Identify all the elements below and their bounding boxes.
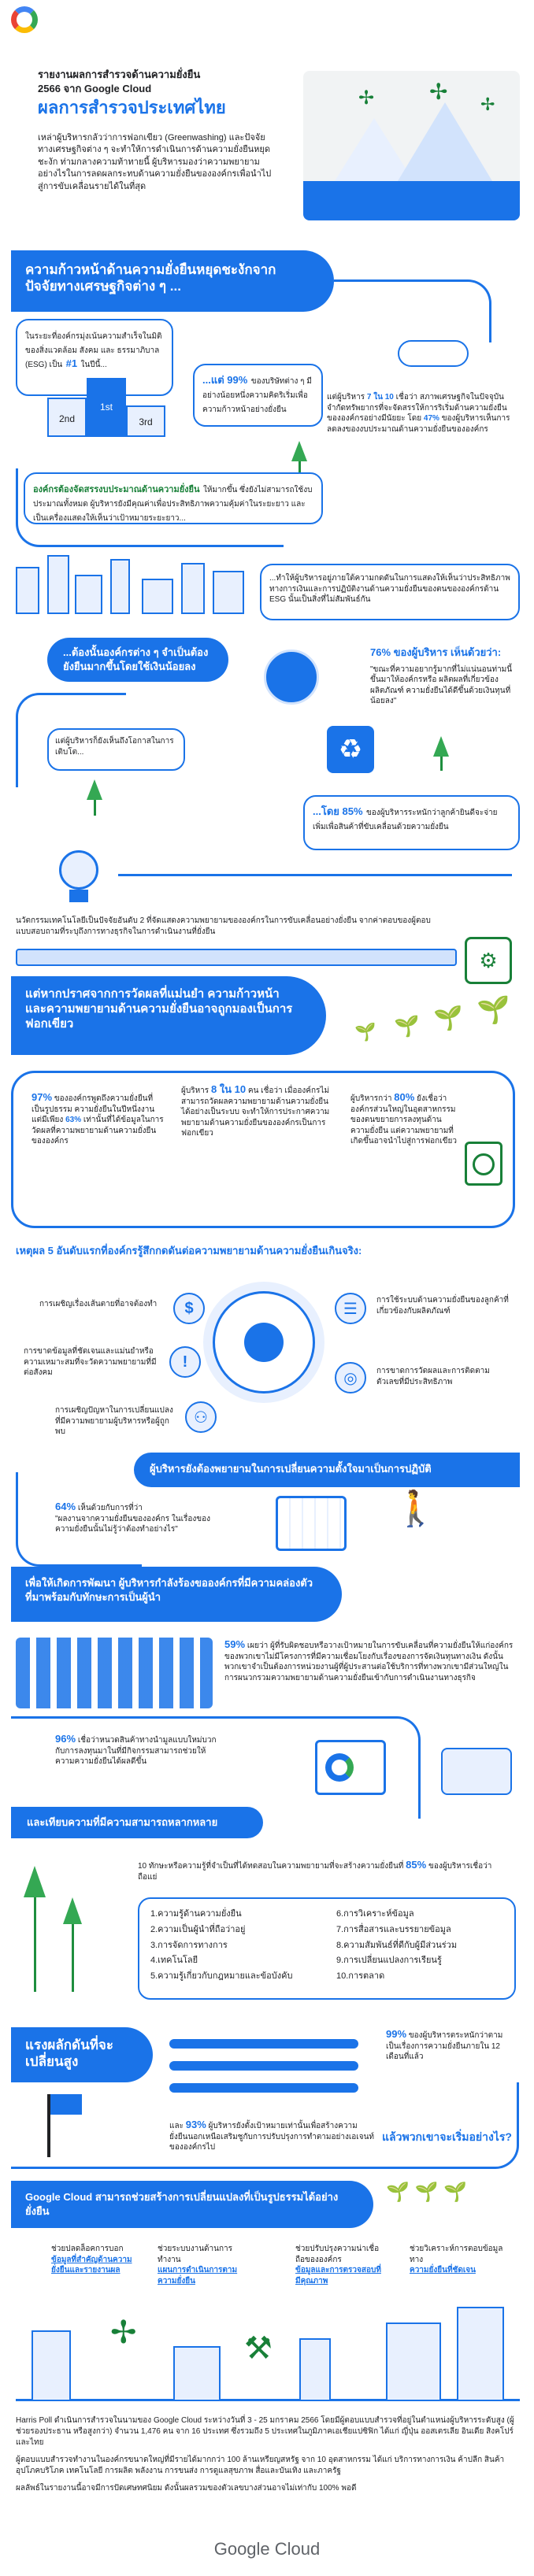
stat-96-text: เชื่อว่าหนวดสินค้าทางนำมูลแบบใหม่บวกกับการลงทุนมาในที่มีกิจกรรมสามารถช่วยให้ความความยั่งยืนได้ผลดีขึ้น (55, 1736, 217, 1767)
mountain-icon (398, 102, 492, 181)
innovation-text: นวัตกรรมเทคโนโลยีเป็นปัจจัยอันดับ 2 ที่จัดแสดงความพยายามขององค์กรในการขับเคลื่อนอย่างยั่งยืน จากค่าตอบของผู้ตอบแบบสอบถามที่ระบุถึงการทางธุรกิจในการดำเนินงานที่ยั่งยืน (16, 916, 431, 936)
ruler-bar (16, 949, 457, 966)
skill-item: 2.ความเป็นผู้นำที่ถือว่าอยู่ (150, 1924, 246, 1934)
solution-4-text: ช่วยวิเคราะห์การตอบข้อมูลทาง (410, 2245, 503, 2264)
footer-note-3: ผลลัพธ์ในรายงานนี้อาจมีการปัดเศษทศนิยม ดังนั้นผลรวมของตัวเลขบางส่วนอาจไม่เท่ากับ 100% พอดี (16, 2484, 357, 2493)
globe-icon (264, 650, 319, 705)
hand-plant-icon (410, 736, 473, 783)
footer-notes (16, 2415, 520, 2494)
solution-1-link[interactable]: ข้อมูลที่สำคัญด้านความยั่งยืนและรายงานผล (51, 2255, 132, 2274)
puzzle-icon (441, 1748, 512, 1795)
section4-banner-text: ผู้บริหารยังต้องพยายามในการเปลี่ยนความตั้งใจมาเป็นการปฏิบัติ (150, 1463, 432, 1475)
section2-banner-text: ...ต้องนั้นองค์กรต่าง ๆ จำเป็นต้องยังยืนมากขึ้นโดยใช้เงินน้อยลง (63, 646, 209, 672)
solution-2-link[interactable]: แผนการดำเนินการตามความยั่งยืน (158, 2266, 238, 2285)
skills-85-value: 85% (406, 1859, 427, 1871)
skill-item: 9.การเปลี่ยนแปลงการเรียนรู้ (336, 1956, 442, 1966)
skill-item: 6.การวิเคราะห์ข้อมูล (336, 1909, 414, 1919)
wind-turbine-icon: ✢ (358, 87, 375, 109)
question-text: แล้วพวกเขาจะเริ่มอย่างไร? (382, 2130, 512, 2143)
stat-7of10-text (327, 392, 516, 435)
skill-item: 10.การตลาด (336, 1971, 385, 1982)
recycle-icon: ♻ (327, 726, 374, 773)
esg-pressure-box (260, 564, 520, 620)
footer-note-1: Harris Poll ดำเนินการสำรวจในนามของ Google Cloud ระหว่างวันที่ 3 - 25 มกราคม 2566 โดยมีผู้ตอบแบบสำรวจที่อยู่ในตำแหน่งผู้บริหารระดับสูง (ผู้ช่วยรองประธาน หรือสูงกว่า) จำนวน 1,476 คน จาก 16 ประเทศ ซึ่งรวมถึง 5 ประเทศในภูมิภาคเอเชียแปซิฟิก ได้แก่ ญี่ปุ่น ออสเตรเลีย อินเดีย สิงคโปร์ และไทย (16, 2416, 514, 2447)
city-illustration (16, 551, 252, 614)
stat-97-text: ขององค์กรพูดถึงความยั่งยืนที่เป็นรูปธรรม ความยั่งยืนในปีหนึ่งงาน แต่มีเพียง (32, 1094, 155, 1125)
solution-1-text: ช่วยปลดล็อคการบอก (51, 2245, 124, 2253)
section5-banner-text: เพื่อให้เกิดการพัฒนา ผู้บริหารกำลังร้องขอองค์กรที่มีความคล่องตัวที่มาพร้อมกับทักษะการเป็นผู้นำ (25, 1577, 313, 1603)
solution-col-4 (410, 2244, 504, 2276)
stat-76-title: 76% ของผู้บริหาร เห็นด้วยว่า: (370, 646, 502, 658)
esg-tail: ในปีนี้... (80, 361, 107, 369)
reason-5: การขาดการวัดผลและการติดตามตัวเลขที่มีประสิทธิภาพ (376, 1367, 490, 1386)
stat-76-block (370, 646, 520, 707)
skill-item: 3.การจัดการทางการ (150, 1940, 228, 1950)
reason-2: การขาดข้อมูลที่ชัดเจนและแม่นยำหรือความเหมาะสมที่จะวัดความพยายามที่มีต่อสังคม (24, 1347, 157, 1377)
stat-59-block (224, 1638, 516, 1683)
intro-text: เหล่าผู้บริหารกลัวว่าการฟอกเขียว (Greenwashing) และปัจจัยทางเศรษฐกิจต่าง ๆ จะทำให้การดำเนินการด้านความยั่งยืนหยุดชะงัก ท่ามกลางความท้าทายนี้ ผู้บริหารมองว่าความพยายามอย่างไรในการลดผลกระทบด้านความยั่งยืนขององค์กรเพื่อนำไปสู่การขับเคลื่อนรายได้ในที่สุด (38, 133, 272, 191)
solution-3-text: ช่วยปรับปรุงความน่าเชื่อถือขององค์กร (295, 2245, 380, 2264)
reasons-title: เหตุผล 5 อันดับแรกที่องค์กรรู้สึกกดดันต่อความพยายามด้านความยั่งยืนเกินจริง: (16, 1245, 362, 1257)
cloud-icon (398, 340, 469, 367)
stat-59-text: เผยว่า ผู้ที่รับผิดชอบหรือวางเป้าหมายในการขับเคลื่อนที่ความยั่งยืนให้แก่องค์กร ของพวกเขาไม่มีโครงการที่มีความเชื่อมโยงกับเรื่องของการจัดเงินทุนทางเงิน ดังนั้น พวกเขาจำเป็นต้องการหน่วยงานผู้ที่ผู้ประสานต่อใช้บริการที่ทางพวกเขามีส่วนใหญ่ในการผนวกรวมความพยายามด้านความยั่งยืนเข้ากับการดำเนินงานทางธุรกิจ (224, 1641, 514, 1682)
stat-63-value: 63% (65, 1116, 82, 1125)
section7-banner2-text: Google Cloud สามารถช่วยสร้างการเปลี่ยนแปลงที่เป็นรูปธรรมได้อย่างยั่งยืน (25, 2191, 339, 2217)
reason-3: การเผชิญปัญหาในการเปลี่ยนแปลงที่มีความพยายามผู้บริหารหรือผู้ถูกพบ (55, 1406, 173, 1436)
stat-7-a: แต่ผู้บริหาร (327, 393, 365, 402)
stat-47-hl: 47% (423, 414, 439, 423)
esg-highlight: #1 (65, 357, 78, 369)
stat-8-value: 8 ใน 10 (210, 1083, 247, 1095)
connector-line (334, 279, 491, 342)
section4-banner (134, 1453, 520, 1487)
skills-intro-b: ของผู้บริหารเชื่อว่าถือแย่ (138, 1862, 492, 1882)
podium-3rd: 3rd (126, 405, 165, 437)
stat-80-text: ยังเชื่อว่า องค์กรส่วนใหญ่ในอุตสาหกรรมของตนขยายการลงทุนด้านความยั่งยืน แต่ความพยายามที่เกิดขึ้นอาจนำไปสู่การฟอกเขียว (350, 1094, 457, 1146)
skill-item: 1.ความรู้ด้านความยั่งยืน (150, 1909, 242, 1919)
google-logo-icon (11, 6, 38, 33)
solution-4-link[interactable]: ความยั่งยืนที่ชัดเจน (410, 2266, 476, 2274)
progress-bar (169, 2039, 358, 2049)
esg-text: ในระยะที่องค์กรมุ่งเน้นความสำเร็จในมิติของสิ่งแวดล้อม สังคม และ ธรรมาภิบาล (ESG) เป็น (25, 332, 162, 369)
budget-highlight: องค์กรต้องจัดสรรงบประมาณด้านความยั่งยืน (33, 485, 200, 494)
section3-banner (11, 976, 326, 1055)
stat-7-c: ของผู้บริหารเห็นการลดลงของงบประมาณด้านความยั่งยืนขององค์กร (327, 414, 510, 434)
person-runner-icon: 🚶 (394, 1490, 437, 1528)
skill-item: 4.เทคโนโลยี (150, 1956, 198, 1966)
wind-turbine-icon: ✢ (429, 80, 448, 104)
people-icon: ⚇ (185, 1401, 217, 1433)
page-title: ผลการสำรวจประเทศไทย (38, 98, 226, 117)
stat-76-quote: "ขณะที่ความอยากรู้มากที่ไม่แน่นอนท่ามนี้ขึ้นมาให้องค์กรหรือ ผลิตผลที่เกี่ยวข้องผลิตภัณฑ์ ความยั่งยืนได้ดีขึ้นด้วยเงินทุนที่น้อยลง" (370, 664, 513, 706)
footer-note-2: ผู้ตอบแบบสำรวจทำงานในองค์กรขนาดใหญ่ที่มีรายได้มากกว่า 100 ล้านเหรียญสหรัฐ จาก 10 อุตสาหกรรม ได้แก่ บริการทางการเงิน ค้าปลีก สินค้าอุปโภคบริโภค เทคโนโลยี การผลิต พลังงาน การขนส่ง การดูแลสุขภาพ สื่อและบันเทิง และภาครัฐ (16, 2456, 505, 2475)
stat-93-a: และ (169, 2122, 184, 2130)
growth-text: แต่ผู้บริหารก็ยังเห็นถึงโอกาสในการเติบโต... (55, 737, 174, 757)
sprouts-icon: 🌱 🌱 🌱 (386, 2182, 467, 2203)
stat-7-b: เชื่อว่า สภาพเศรษฐกิจในปัจจุบันจำกัดทรัพยากรที่จะจัดสรรให้การริเริ่มด้านความยั่งยืนขององค์กรอย่างมีนัยยะ โดย (327, 393, 507, 423)
section7-banner-text: แรงผลักดันที่จะเปลี่ยนสูง (25, 2037, 114, 2070)
wind-turbine-icon: ✢ (480, 94, 495, 114)
calendar-icon (276, 1496, 347, 1551)
header-illustration (303, 71, 520, 220)
solution-3-link[interactable]: ข้อมูลและการตรวจสอบที่มีคุณภาพ (295, 2266, 381, 2285)
stat-99-value: ...แต่ 99% (202, 374, 248, 386)
washing-machine-icon (465, 1142, 502, 1186)
podium-2nd: 2nd (47, 398, 87, 437)
stat-97-tail: เท่านั้นที่ได้ข้อมูลในการวัดผลที่ความพยายามด้านความยั่งยืนขององค์กร (32, 1116, 164, 1146)
budget-box (24, 472, 323, 524)
stat-64-block (55, 1500, 213, 1535)
skill-item: 8.ความสัมพันธ์ที่ดีกับผู้มีส่วนร่วม (336, 1940, 458, 1950)
stat-64-text: เห็นด้วยกับการที่ว่า (77, 1504, 143, 1512)
section3-banner-text: แต่หากปราศจากการวัดผลที่แม่นยำ ความก้าวหน้าและความพยายามด้านความยั่งยืนอาจถูกมองเป็นการฟอกเขียว (25, 987, 293, 1031)
section2-banner (47, 638, 228, 682)
stat-8-text: คน เชื่อว่า เมื่อองค์กรไม่สามารถวัดผลความพยายามด้านความยั่งยืนได้อย่างเป็นระบบ จะทำให้การประกาศความพยายามด้านความยั่งยืนขององค์กรเป็นการฟอกเขียว (181, 1086, 330, 1138)
stat-80-value: 80% (394, 1091, 415, 1103)
bottom-illustration (16, 2307, 520, 2401)
stat-97-value: 97% (32, 1091, 53, 1103)
section7-banner (11, 2027, 153, 2082)
connector-line (118, 874, 512, 876)
target-icon: ◎ (335, 1362, 366, 1393)
stat-64-value: 64% (55, 1501, 76, 1512)
stat-7-hl: 7 ใน 10 (366, 393, 394, 402)
stat-80-block (350, 1090, 461, 1147)
report-subtitle: รายงานผลการสำรวจด้านความยั่งยืน 2566 จาก Google Cloud (38, 68, 201, 94)
people-chain-illustration (16, 1638, 213, 1708)
plant-icon (71, 779, 118, 827)
esg-pressure-text: ...ทำให้ผู้บริหารอยู่ภายใต้ความกดดันในการแสดงให้เห็นว่าประสิทธิภาพทางการเงินและการปฏิบัติงานด้านความยั่งยืนของตนขององค์กรด้าน ESG นั้นเป็นสิ่งที่ไม่สัมพันธ์กัน (269, 574, 510, 604)
stat-93-value: 93% (185, 2119, 206, 2130)
stat-80-a: ผู้บริหารกว่า (350, 1094, 392, 1103)
growth-box (47, 728, 185, 771)
stat-99b-block (386, 2027, 512, 2063)
bicycle-icon: ⚙ (465, 937, 512, 984)
connector-line (11, 2082, 519, 2169)
reasons-dial (213, 1291, 315, 1393)
solution-col-2 (158, 2244, 244, 2286)
section1-banner (11, 250, 334, 312)
podium-1st: 1st (87, 378, 126, 437)
skills-intro-a: 10 ทักษะหรือความรู้ที่จำเป็นที่ได้ทดสอบในความพยายามที่จะสร้างความยั่งยืนที่ (138, 1862, 404, 1871)
skill-item: 5.ความรู้เกี่ยวกับกฎหมายและข้อบังคับ (150, 1971, 293, 1982)
stat-99b-value: 99% (386, 2028, 407, 2040)
hammer-icon: ⚒ (244, 2331, 273, 2366)
wind-turbine-icon: ✢ (110, 2315, 137, 2350)
budget-text: ให้มากขึ้น ซึ่งยังไม่สามารถใช้งบประมาณทั้งหมด ผู้บริหารยังมีคุณค่าเพื่อประสิทธิภาพความคุ้มค่าในระยะยาว และเป็นเครื่องแสดงให้เห็นว่าเป้าหมายระยะยาว... (33, 486, 313, 524)
section1-banner-text: ความก้าวหน้าด้านความยั่งยืนหยุดชะงักจากปัจจัยทางเศรษฐกิจต่าง ๆ ... (25, 262, 276, 294)
stat-59-value: 59% (224, 1638, 246, 1650)
solution-col-1 (51, 2244, 138, 2276)
stat-97-block (32, 1090, 165, 1147)
dollar-icon: $ (173, 1293, 205, 1324)
plant-growth-chart: 🌱 🌱 🌱 🌱 (354, 995, 510, 1042)
plants-illustration (16, 1850, 110, 2008)
water-waves (303, 181, 520, 220)
reason-1: การเผชิญเรื่องเส้นตายที่อาจต้องทำ (39, 1300, 158, 1308)
stat-8-a: ผู้บริหาร (181, 1086, 210, 1095)
stat-8of10-block (181, 1083, 331, 1139)
dashboard-icon (315, 1740, 386, 1795)
stat-99-box (193, 364, 323, 427)
progress-bar (169, 2061, 358, 2071)
document-icon: ☰ (335, 1293, 366, 1324)
stat-96-block (55, 1732, 221, 1767)
stat-64-quote: "ผลงานจากความยั่งยืนขององค์กร ในเรื่องของความยั่งยืนนั้นไม่รู้ว่าต้องทำอย่างไร" (55, 1514, 210, 1534)
stat-93-text: ผู้บริหารยังตั้งเป้าหมายเท่านั้นเพื่อสร้างความยั่งยืนนอกเหนือเสริมชูกับการปรับปรุงการทำตามอย่างเอเจนท์ขององค์กรไป (169, 2122, 375, 2152)
alert-icon: ! (169, 1346, 201, 1378)
stat-85-text: ของผู้บริหารระหนักว่าลูกค้ายินดีจะจ่ายเพิ่มเพื่อสินค้าที่ขับเคลื่อนด้วยความยั่งยืน (313, 809, 498, 831)
podium (47, 366, 173, 437)
skill-item: 7.การสื่อสารและบรรยายข้อมูล (336, 1924, 451, 1934)
section5-banner2 (11, 1807, 263, 1838)
reason-4: การใช้ระบบด้านความยั่งยืนของลูกค้าที่เกี่ยวข้องกับผลิตภัณฑ์ (376, 1296, 509, 1316)
solution-2-text: ช่วยระบบงานด้านการทำงาน (158, 2245, 233, 2264)
stat-85-value: ...โดย 85% (313, 805, 363, 817)
stat-99-text: ของบริษัทต่าง ๆ มีอย่างน้อยหนึ่งความคิดริเริ่มเพื่อความก้าวหน้าอย่างยั่งยืน (202, 377, 312, 414)
skills-box (138, 1897, 516, 2000)
stat-85-box (303, 795, 520, 850)
section5-banner (11, 1567, 342, 1622)
section5-banner2-text: และเทียบความที่มีความสามารถหลากหลาย (27, 1816, 218, 1828)
footer-brand: Google Cloud (213, 2539, 321, 2559)
stat-99b-text: ของผู้บริหารตระหนักว่าตามเป็นเรื่องการความยั่งยืนภายใน 12 เดือนที่แล้ว (386, 2031, 503, 2062)
lightbulb-icon (55, 850, 102, 905)
skills-intro (138, 1858, 500, 1882)
solution-col-3 (295, 2244, 382, 2286)
stat-96-value: 96% (55, 1733, 76, 1745)
flag-icon (47, 2094, 87, 2157)
section7-banner2 (11, 2181, 373, 2228)
